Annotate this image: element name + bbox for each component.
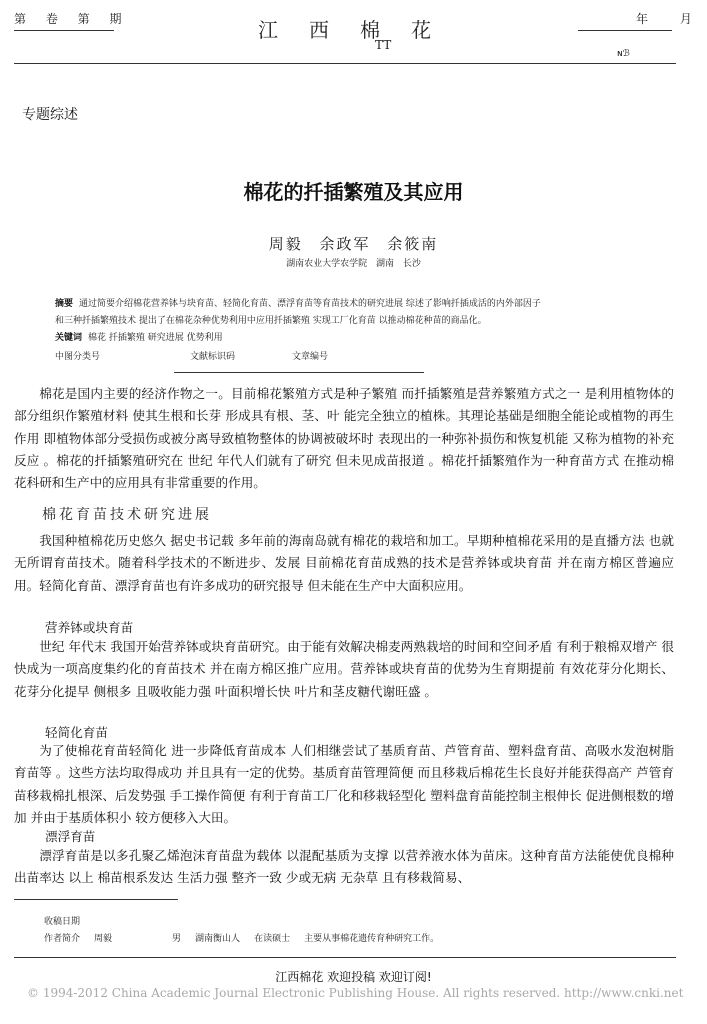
abstract-rule [174,372,424,373]
subsection-heading: 漂浮育苗 [45,829,96,844]
bio-name: 周毅 [94,934,113,944]
abstract-line-2: 和三种扦插繁殖技术 提出了在棉花杂种优势利用中应用扦插繁殖 实现工厂化育苗 以推动棉花种苗的商品化。 [55,316,487,326]
journal-subtitle: TT [375,38,392,52]
section-heading: 棉花育苗技术研究进展 [42,507,212,523]
body-paragraph: 我国种植棉花历史悠久 据史书记载 多年前的海南岛就有棉花的栽培和加工。早期种植棉花采用的是直播方法 也就无所谓育苗技术。随着科学技术的不断进步、发展 目前棉花育苗成熟的技术是营养钵或块育苗 并在南方棉区普遍应用。轻简化育苗、漂浮育苗也有许多成功的研究报导 但未能在生产中大面积应用。 [14,533,674,593]
body-paragraph: 漂浮育苗是以多孔聚乙烯泡沫育苗盘为载体 以混配基质为支撑 以营养液水体为苗床。这种育苗方法能使优良棉种出苗率达 以上 棉苗根系发达 生活力强 整齐一致 少或无病 无杂草 且有移栽简易、 [14,848,674,886]
article-number-label: 文章编号 [292,352,329,362]
bio-status: 在读硕士 [254,934,291,944]
header-right-rule [578,30,672,31]
abstract [55,296,541,309]
abstract-line-1: 通过简要介绍棉花营养钵与块育苗、轻简化育苗、漂浮育苗等育苗技术的研究进展 综述了影响扦插成活的内外部因子 [79,299,541,309]
body-paragraph: 棉花是国内主要的经济作物之一。目前棉花繁殖方式是种子繁殖 而扦插繁殖是营养繁殖方式之一 是利用植物体的部分组织作繁殖材料 使其生根和长芽 形成具有根、茎、叶 能完全独立的植株。其理论基础是细胞全能论或植物的再生作用 即植物体部分受损伤或被分离导致植物整体的协调被破坏时 表现出的一种弥补损伤和恢复机能 又称为植物的补充反应 。棉花的扦插繁殖研究在 世纪 年代人们就有了研究 但未见成苗报道 。棉花扦插繁殖作为一种育苗方式 在推动棉花科研和生产中的应用具有非常重要的作用。 [14,386,674,491]
footer-banner: 江西棉花 欢迎投稿 欢迎订阅! [275,970,432,984]
bio-label: 作者简介 [44,934,81,944]
author-bio [44,931,453,944]
authors: 周毅 余政军 余筱南 [268,235,439,253]
header-rule [14,63,676,64]
affiliation: 湖南农业大学农学院 湖南 长沙 [286,259,421,269]
keywords [55,330,223,343]
column-label: 专题综述 [22,107,78,123]
received-date: 收稿日期 [44,917,81,927]
document-code-label: 文献标识码 [190,352,236,362]
header-code: ɴℬ [617,49,630,59]
body-paragraph: 为了使棉花育苗轻简化 进一步降低育苗成本 人们相继尝试了基质育苗、芦管育苗、塑料盘育苗、高吸水发泡树脂育苗等 。这些方法均取得成功 并且具有一定的优势。基质育苗管理简便 而且移栽后棉花生长良好并能获得高产 芦管育苗移栽棉扎根深、后发势强 手工操作简便 有利于育苗工厂化和移栽轻型化 塑料盘育苗能控制主根伸长 促进侧根数的增加 并由于基质体积小 较方便移入大田。 [14,743,674,825]
abstract-label: 摘要 [55,299,74,309]
subsection-heading: 轻简化育苗 [45,725,108,740]
paper-title: 棉花的扦插繁殖及其应用 [243,180,464,204]
body-paragraph: 世纪 年代末 我国开始营养钵或块育苗研究。由于能有效解决棉麦两熟栽培的时间和空间矛盾 有利于粮棉双增产 很快成为一项高度集约化的育苗技术 并在南方棉区推广应用。营养钵或块育苗的优势为生育期提前 有效花芽分化期长、花芽分化提早 侧根多 且吸收能力强 叶面积增长快 叶片和茎皮糖代谢旺盛 。 [14,639,674,699]
subsection-heading: 营养钵或块育苗 [45,620,134,635]
footnote-rule [14,899,178,900]
keywords-label: 关键词 [55,333,83,343]
header-left-rule [14,30,114,31]
bio-place: 湖南衡山人 [195,934,241,944]
issue-date: 年 月 [636,12,706,26]
bio-research: 主要从事棉花遗传育种研究工作。 [304,934,440,944]
bio-sex: 男 [172,934,182,944]
issue-info: 第 卷 第 期 [14,12,130,26]
footer-rule [14,957,676,958]
journal-name: 江西棉花 [258,18,462,42]
keywords-text: 棉花 扦插繁殖 研究进展 优势利用 [88,333,223,343]
copyright-notice: © 1994-2012 China Academic Journal Electronic Publishing House. All rights reserved. http://www.cnki.net [27,986,684,1000]
clc-number-label: 中图分类号 [55,352,101,362]
